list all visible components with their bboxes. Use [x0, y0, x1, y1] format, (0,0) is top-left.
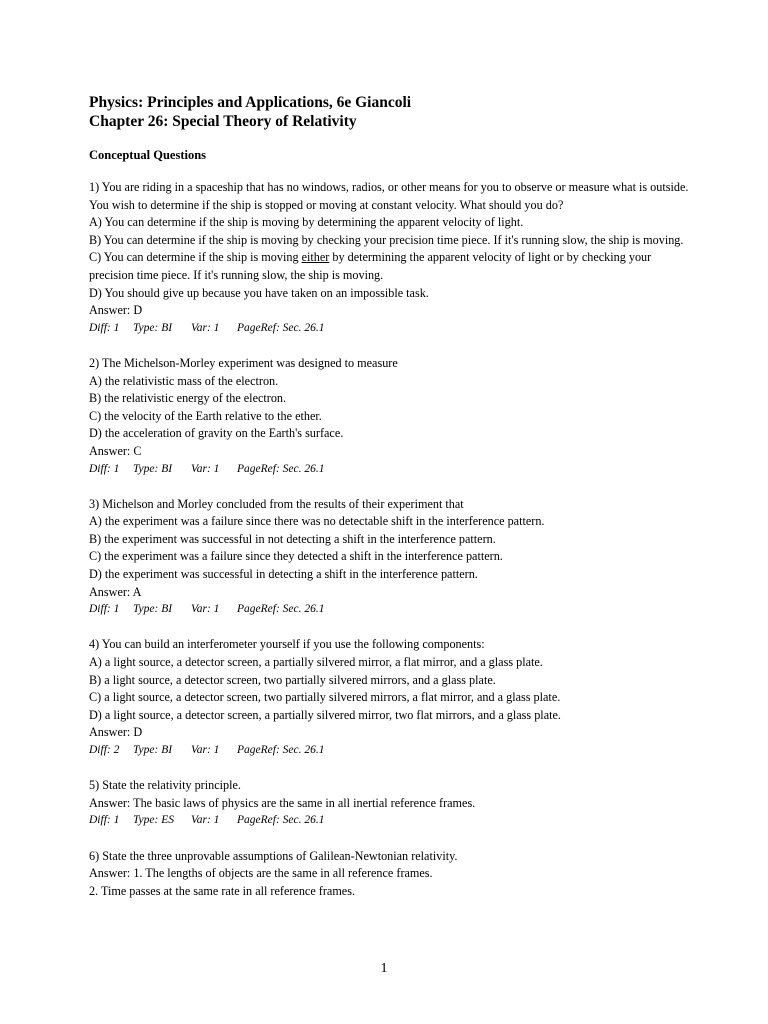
answer-option-c: C) a light source, a detector screen, two partially silvered mirrors, a flat mirror, and a glass plate.	[89, 690, 561, 705]
variant: Var: 1	[191, 744, 220, 756]
answer-key: Answer: The basic laws of physics are the same in all inertial reference frames.	[89, 795, 476, 810]
book-title: Physics: Principles and Applications, 6e Giancoli	[89, 94, 412, 111]
question-metadata	[89, 742, 689, 760]
question-metadata	[89, 601, 689, 619]
question-type: Type: BI	[133, 603, 173, 616]
question-4	[89, 636, 689, 759]
answer-option-a: A) the relativistic mass of the electron.	[89, 373, 279, 388]
question-stem: 2) The Michelson-Morley experiment was designed to measure	[89, 355, 398, 370]
question-stem: 5) State the relativity principle.	[89, 778, 241, 793]
answer-option-a: A) You can determine if the ship is moving by determining the apparent velocity of light.	[89, 215, 524, 230]
section-heading: Conceptual Questions	[89, 148, 207, 162]
question-list	[89, 179, 689, 918]
answer-option-b: B) a light source, a detector screen, two partially silvered mirrors, and a glass plate.	[89, 672, 496, 687]
question-metadata	[89, 320, 689, 338]
answer-option-b: B) You can determine if the ship is moving by checking your precision time piece. If it's running slow, the ship is moving.	[89, 232, 684, 247]
difficulty: Diff: 1	[89, 814, 120, 827]
answer-continuation: 2. Time passes at the same rate in all reference frames.	[89, 883, 355, 898]
option-text: by determining the apparent velocity of light or by checking your precision time piece. If it's running slow, the ship is moving.	[89, 250, 652, 282]
answer-option-c: C) the experiment was a failure since they detected a shift in the interference pattern.	[89, 549, 503, 564]
question-stem: 3) Michelson and Morley concluded from the results of their experiment that	[89, 496, 464, 511]
difficulty: Diff: 1	[89, 462, 120, 475]
question-1	[89, 179, 689, 337]
page-reference: PageRef: Sec. 26.1	[237, 744, 325, 756]
chapter-title: Chapter 26: Special Theory of Relativity	[89, 113, 357, 130]
answer-option-a: A) a light source, a detector screen, a partially silvered mirror, a flat mirror, and a glass plate.	[89, 655, 543, 670]
answer-option-d: D) the acceleration of gravity on the Earth's surface.	[89, 426, 344, 441]
answer-key: Answer: A	[89, 584, 142, 599]
answer-option-b: B) the experiment was successful in not detecting a shift in the interference pattern.	[89, 531, 496, 546]
answer-key: Answer: D	[89, 303, 143, 318]
answer-option-b: B) the relativistic energy of the electron.	[89, 391, 287, 406]
difficulty: Diff: 1	[89, 321, 120, 334]
question-metadata	[89, 812, 689, 830]
variant: Var: 1	[191, 462, 220, 475]
answer-key: Answer: C	[89, 443, 142, 458]
difficulty: Diff: 2	[89, 744, 120, 756]
answer-option-c	[89, 249, 689, 284]
variant: Var: 1	[191, 814, 220, 827]
document-header	[89, 93, 411, 131]
answer-key: Answer: D	[89, 725, 143, 740]
question-type: Type: BI	[133, 462, 173, 475]
page-reference: PageRef: Sec. 26.1	[237, 321, 325, 334]
variant: Var: 1	[191, 603, 220, 616]
answer-option-d: D) a light source, a detector screen, a partially silvered mirror, two flat mirrors, and a glass plate.	[89, 707, 561, 722]
page-number: 1	[380, 961, 388, 976]
question-stem: 6) State the three unprovable assumptions of Galilean-Newtonian relativity.	[89, 848, 458, 863]
question-type: Type: BI	[133, 321, 173, 334]
question-type: Type: BI	[133, 744, 173, 756]
page-reference: PageRef: Sec. 26.1	[237, 462, 325, 475]
question-5	[89, 777, 689, 830]
answer-option-d: D) the experiment was successful in detecting a shift in the interference pattern.	[89, 567, 478, 582]
variant: Var: 1	[191, 321, 220, 334]
option-text: C) You can determine if the ship is moving	[89, 250, 302, 265]
question-2	[89, 355, 689, 478]
underlined-word: either	[301, 250, 330, 265]
difficulty: Diff: 1	[89, 603, 120, 616]
answer-option-d: D) You should give up because you have taken on an impossible task.	[89, 285, 429, 300]
question-6	[89, 848, 689, 901]
page-reference: PageRef: Sec. 26.1	[237, 814, 325, 827]
page-reference: PageRef: Sec. 26.1	[237, 603, 325, 616]
question-stem: 4) You can build an interferometer yourself if you use the following components:	[89, 637, 485, 652]
answer-option-a: A) the experiment was a failure since there was no detectable shift in the interference pattern.	[89, 514, 545, 529]
answer-key: Answer: 1. The lengths of objects are the same in all reference frames.	[89, 866, 433, 881]
question-type: Type: ES	[133, 814, 174, 827]
question-metadata	[89, 461, 689, 479]
question-3	[89, 496, 689, 619]
answer-option-c: C) the velocity of the Earth relative to the ether.	[89, 408, 322, 423]
question-stem: 1) You are riding in a spaceship that has no windows, radios, or other means for you to observe or measure what is outside. You wish to determine if the ship is stopped or moving at constant velocity. What should you do?	[89, 180, 689, 212]
